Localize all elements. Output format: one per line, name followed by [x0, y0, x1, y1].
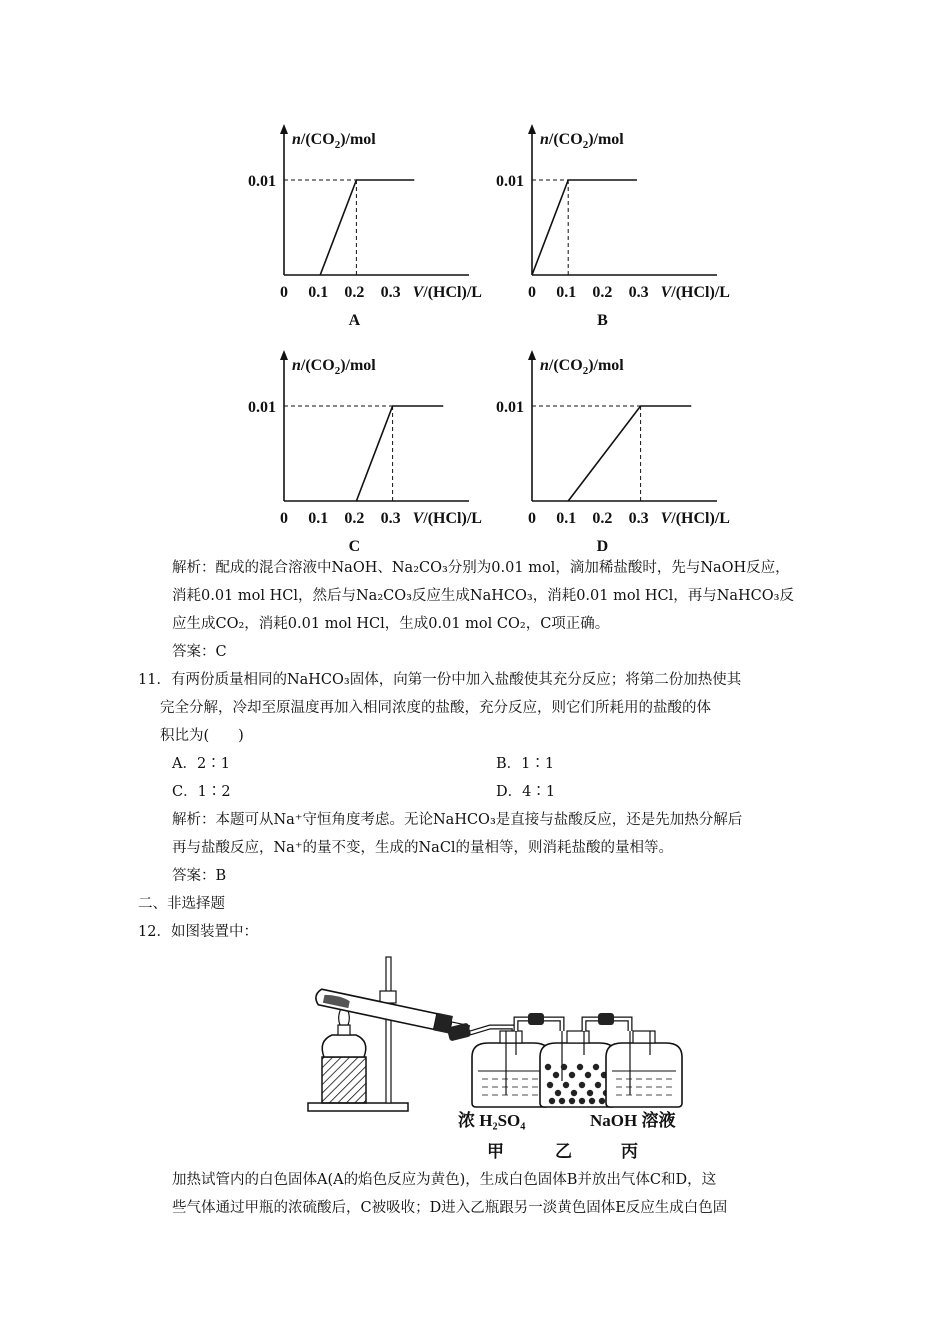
- particle: [549, 1098, 555, 1104]
- data-line: [356, 406, 443, 501]
- alcohol-lamp: [322, 1035, 366, 1057]
- particle: [571, 1090, 577, 1096]
- graph-d: [488, 346, 748, 561]
- particle: [595, 1082, 601, 1088]
- x-tick-label: 0.2: [344, 510, 365, 527]
- data-line: [532, 180, 637, 275]
- label-bing: 丙: [621, 1142, 638, 1161]
- apparatus-svg: [300, 945, 700, 1120]
- particle: [587, 1090, 593, 1096]
- y-axis-label: $n/(CO_2)$/mol: [540, 357, 624, 377]
- question-12-desc-line-1: 加热试管内的白色固体A(A的焰色反应为黄色)，生成白色固体B并放出气体C和D，这: [172, 1172, 717, 1188]
- graph-b: [488, 120, 748, 335]
- graph-a-svg: [240, 120, 500, 335]
- y-axis-arrow: [528, 350, 536, 360]
- graph-caption: A: [348, 312, 361, 329]
- particle: [559, 1098, 565, 1104]
- question-11-line-3: 积比为( ): [160, 728, 244, 744]
- graph-caption: C: [348, 538, 361, 555]
- graph-a: [240, 120, 500, 335]
- particle: [579, 1082, 585, 1088]
- particle: [545, 1064, 551, 1070]
- apparatus-diagram: [300, 945, 700, 1120]
- option-c: C．1∶2: [172, 784, 231, 800]
- x-axis-label: V/(HCl)/L: [660, 510, 730, 527]
- data-line: [568, 406, 691, 501]
- data-line: [320, 180, 414, 275]
- x-tick-label: 0: [280, 510, 288, 527]
- analysis-10-line-3: 应生成CO₂，消耗0.01 mol HCl，生成0.01 mol CO₂，C项正确。: [172, 616, 610, 632]
- particle: [577, 1064, 583, 1070]
- x-tick-label: 0.1: [308, 510, 329, 527]
- y-tick-label: 0.01: [496, 399, 524, 416]
- particle: [569, 1072, 575, 1078]
- answer-10: 答案：C: [172, 644, 227, 660]
- graph-d-svg: [488, 346, 748, 561]
- option-d: D．4∶1: [496, 784, 556, 800]
- burner-stand: [322, 1057, 366, 1103]
- bottle-jia: [472, 1031, 550, 1107]
- x-tick-label: 0.2: [344, 284, 365, 301]
- lamp-neck: [338, 1025, 350, 1035]
- question-11-line-1: 11．有两份质量相同的NaHCO₃固体，向第一份中加入盐酸使其充分反应；将第二份加热使其: [138, 672, 742, 688]
- x-axis-label: V/(HCl)/L: [412, 510, 482, 527]
- y-axis-arrow: [280, 124, 288, 134]
- y-tick-label: 0.01: [248, 399, 276, 416]
- particle: [599, 1098, 605, 1104]
- y-tick-label: 0.01: [248, 173, 276, 190]
- x-tick-label: 0.3: [628, 510, 649, 527]
- stand-rod: [386, 957, 391, 1103]
- x-tick-label: 0.1: [556, 510, 577, 527]
- question-12-desc-line-2: 些气体通过甲瓶的浓硫酸后，C被吸收；D进入乙瓶跟另一淡黄色固体E反应生成白色固: [172, 1200, 728, 1216]
- particle: [579, 1098, 585, 1104]
- label-h2so4: 浓 H₂SO₄: [458, 1111, 526, 1130]
- x-tick-label: 0.1: [308, 284, 329, 301]
- x-tick-label: 0.3: [380, 284, 401, 301]
- particle: [589, 1098, 595, 1104]
- option-a: A．2∶1: [172, 756, 230, 772]
- particle: [585, 1072, 591, 1078]
- x-tick-label: 0.2: [592, 284, 613, 301]
- graph-caption: B: [597, 312, 608, 329]
- x-tick-label: 0.2: [592, 510, 613, 527]
- particle: [547, 1082, 553, 1088]
- label-jia: 甲: [487, 1142, 504, 1161]
- x-tick-label: 0.1: [556, 284, 577, 301]
- bottle-yi: [540, 1031, 616, 1107]
- particle: [563, 1082, 569, 1088]
- option-b: B．1∶1: [496, 756, 555, 772]
- answer-11: 答案：B: [172, 868, 227, 884]
- particle: [561, 1064, 567, 1070]
- section-heading: 二、非选择题: [138, 896, 225, 912]
- graph-c-svg: [240, 346, 500, 561]
- x-tick-label: 0: [528, 510, 536, 527]
- clamp: [380, 991, 396, 1003]
- y-tick-label: 0.01: [496, 173, 524, 190]
- question-11-line-2: 完全分解，冷却至原温度再加入相同浓度的盐酸，充分反应，则它们所耗用的盐酸的体: [160, 700, 711, 716]
- stand-base: [308, 1103, 408, 1111]
- label-yi: 乙: [555, 1142, 572, 1161]
- graph-b-svg: [488, 120, 748, 335]
- analysis-11-line-1: 解析：本题可从Na⁺守恒角度考虑。无论NaHCO₃是直接与盐酸反应，还是先加热分解后: [172, 812, 743, 828]
- bottle-bing: [606, 1031, 682, 1107]
- x-axis-label: V/(HCl)/L: [412, 284, 482, 301]
- label-naoh: NaOH 溶液: [590, 1111, 676, 1130]
- x-tick-label: 0: [280, 284, 288, 301]
- particle: [555, 1090, 561, 1096]
- particle: [553, 1072, 559, 1078]
- y-axis-label: $n/(CO_2)$/mol: [292, 131, 376, 151]
- x-tick-label: 0.3: [628, 284, 649, 301]
- analysis-10-line-2: 消耗0.01 mol HCl，然后与Na₂CO₃反应生成NaHCO₃，消耗0.01 mol HCl，再与NaHCO₃反: [172, 588, 794, 604]
- y-axis-label: $n/(CO_2)$/mol: [540, 131, 624, 151]
- analysis-10-line-1: 解析：配成的混合溶液中NaOH、Na₂CO₃分别为0.01 mol，滴加稀盐酸时，先与NaOH反应，: [172, 560, 790, 576]
- analysis-11-line-2: 再与盐酸反应，Na⁺的量不变，生成的NaCl的量相等，则消耗盐酸的量相等。: [172, 840, 674, 856]
- x-tick-label: 0: [528, 284, 536, 301]
- particle: [569, 1098, 575, 1104]
- graph-c: [240, 346, 500, 561]
- graph-caption: D: [596, 538, 609, 555]
- question-12: 12．如图装置中：: [138, 924, 258, 940]
- x-axis-label: V/(HCl)/L: [660, 284, 730, 301]
- x-tick-label: 0.3: [380, 510, 401, 527]
- y-axis-label: $n/(CO_2)$/mol: [292, 357, 376, 377]
- y-axis-arrow: [528, 124, 536, 134]
- y-axis-arrow: [280, 350, 288, 360]
- particle: [593, 1064, 599, 1070]
